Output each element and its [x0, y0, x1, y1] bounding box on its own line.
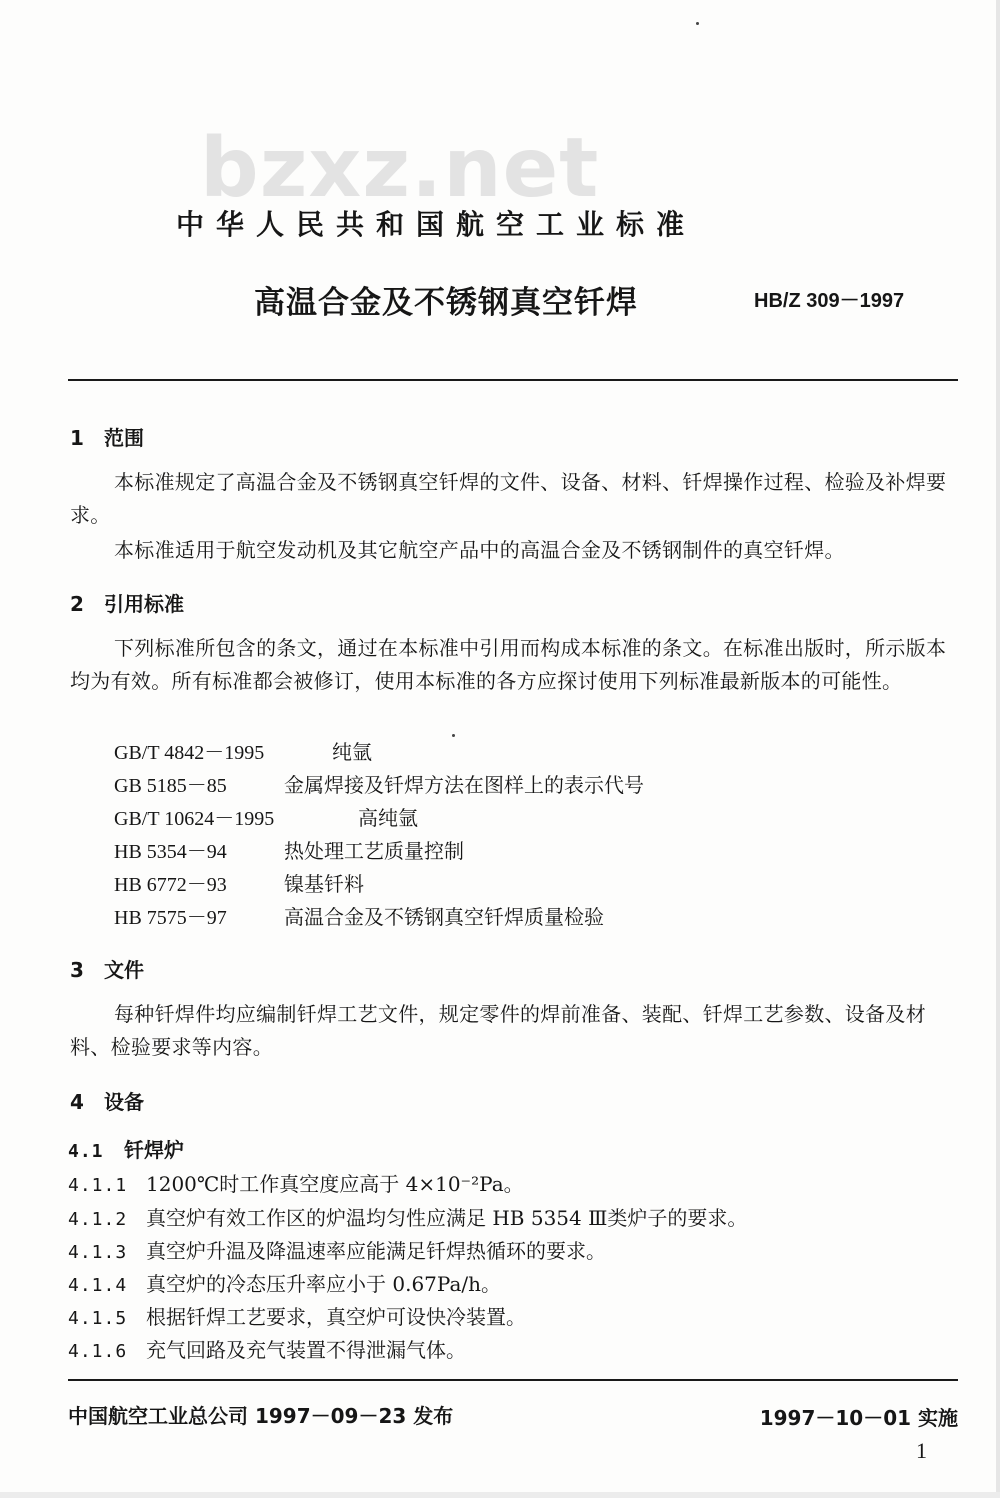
reference-item — [114, 868, 364, 897]
clause-item — [68, 1235, 606, 1264]
reference-item — [114, 802, 418, 831]
reference-title: 纯氩 — [332, 740, 372, 764]
section-number: 4 — [70, 1090, 84, 1114]
reference-item — [114, 901, 604, 930]
reference-item — [114, 769, 644, 798]
scan-speck — [696, 22, 699, 25]
reference-code: HB 7575－97 — [114, 907, 227, 929]
reference-title: 高温合金及不锈钢真空钎焊质量检验 — [284, 905, 604, 929]
subsection-number: 4.1 — [68, 1141, 104, 1162]
effective-date: 1997－10－01 实施 — [759, 1406, 958, 1430]
section-4-heading — [70, 1086, 144, 1115]
section-2-paragraph-1: 下列标准所包含的条文，通过在本标准中引用而构成本标准的条文。在标准出版时，所示版本均为有效。所有标准都会被修订，使用本标准的各方应探讨使用下列标准最新版本的可能性。 — [70, 636, 947, 693]
reference-code: HB 5354－94 — [114, 841, 227, 863]
section-3-heading — [70, 954, 144, 983]
subsection-title: 钎焊炉 — [124, 1138, 184, 1162]
section-number: 1 — [70, 426, 84, 450]
scan-speck — [452, 734, 455, 737]
reference-title: 高纯氩 — [358, 806, 418, 830]
section-title: 引用标准 — [104, 592, 184, 616]
section-title: 设备 — [104, 1090, 144, 1114]
clause-item — [68, 1301, 526, 1330]
clause-number: 4.1.4 — [68, 1275, 128, 1296]
reference-title: 金属焊接及钎焊方法在图样上的表示代号 — [284, 773, 644, 797]
section-1-paragraph-1: 本标准规定了高温合金及不锈钢真空钎焊的文件、设备、材料、钎焊操作过程、检验及补焊要求。 — [70, 470, 947, 527]
section-title: 文件 — [104, 958, 144, 982]
clause-text: 根据钎焊工艺要求，真空炉可设快冷装置。 — [146, 1305, 526, 1329]
section-2-heading — [70, 588, 184, 617]
footer-divider — [68, 1379, 958, 1381]
clause-item — [68, 1334, 466, 1363]
section-number: 2 — [70, 592, 84, 616]
header-divider — [68, 379, 958, 381]
watermark: bzxz.net — [200, 121, 600, 216]
reference-code: HB 6772－93 — [114, 874, 227, 896]
standard-code: HB/Z 309－1997 — [754, 290, 905, 312]
clause-item — [68, 1168, 524, 1197]
clause-text: 1200℃时工作真空度应高于 4×10⁻²Pa。 — [146, 1172, 524, 1196]
clause-number: 4.1.3 — [68, 1242, 128, 1263]
page-number: 1 — [916, 1438, 927, 1463]
section-title: 范围 — [104, 426, 144, 450]
reference-code: GB/T 4842－1995 — [114, 742, 265, 764]
clause-text: 真空炉的冷态压升率应小于 0.67Pa/h。 — [146, 1272, 501, 1296]
section-number: 3 — [70, 958, 84, 982]
section-1-heading — [70, 422, 144, 451]
clause-number: 4.1.2 — [68, 1209, 128, 1230]
section-1-paragraph-2: 本标准适用于航空发动机及其它航空产品中的高温合金及不锈钢制件的真空钎焊。 — [114, 538, 845, 562]
reference-item — [114, 736, 372, 765]
clause-text: 充气回路及充气装置不得泄漏气体。 — [146, 1338, 466, 1362]
page-bottom-edge — [0, 1492, 1000, 1498]
reference-title: 热处理工艺质量控制 — [284, 839, 464, 863]
clause-number: 4.1.6 — [68, 1341, 128, 1362]
clause-text: 真空炉升温及降温速率应能满足钎焊热循环的要求。 — [146, 1239, 606, 1263]
reference-title: 镍基钎料 — [284, 872, 364, 896]
clause-text: 真空炉有效工作区的炉温均匀性应满足 HB 5354 Ⅲ类炉子的要求。 — [146, 1206, 748, 1230]
reference-code: GB 5185－85 — [114, 775, 227, 797]
clause-item — [68, 1268, 501, 1297]
standard-title: 高温合金及不锈钢真空钎焊 — [254, 285, 638, 321]
header-org-title: 中华人民共和国航空工业标准 — [176, 208, 697, 241]
page-edge-shadow — [996, 0, 1000, 1498]
reference-code: GB/T 10624－1995 — [114, 808, 275, 830]
section-3-paragraph-1: 每种钎焊件均应编制钎焊工艺文件，规定零件的焊前准备、装配、钎焊工艺参数、设备及材料、检验要求等内容。 — [70, 1002, 926, 1059]
reference-item — [114, 835, 464, 864]
clause-number: 4.1.5 — [68, 1308, 128, 1329]
subsection-heading — [68, 1134, 184, 1163]
clause-number: 4.1.1 — [68, 1175, 128, 1196]
clause-item — [68, 1202, 747, 1231]
issue-date: 中国航空工业总公司 1997－09－23 发布 — [68, 1404, 454, 1428]
